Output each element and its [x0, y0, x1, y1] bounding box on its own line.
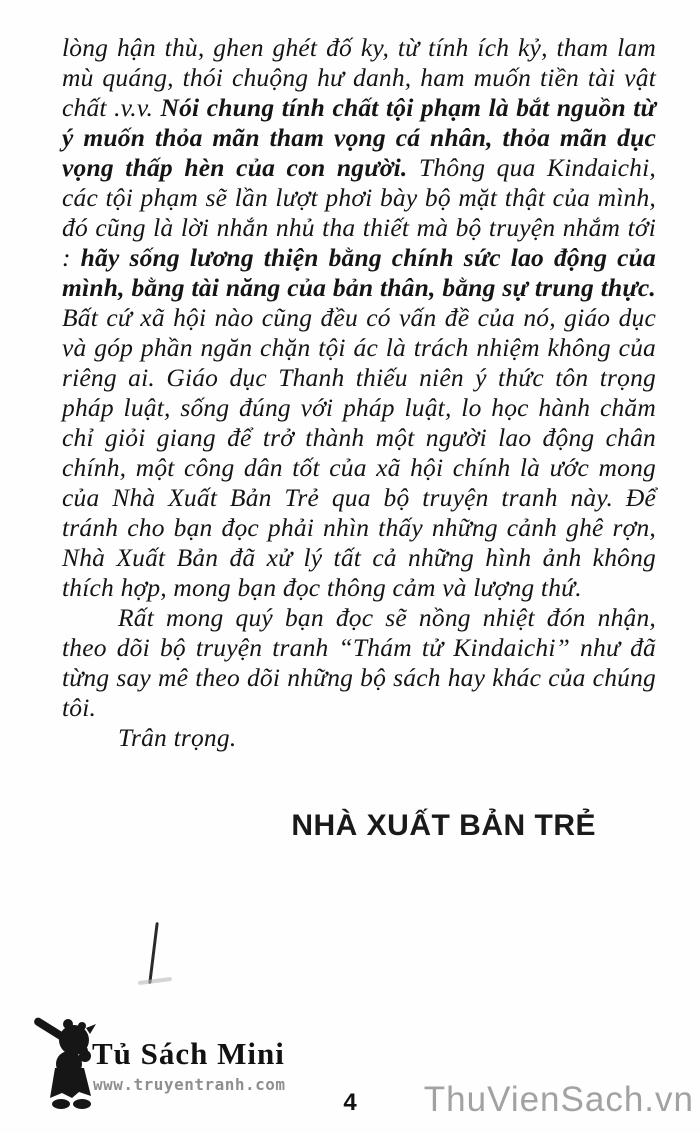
- paragraph-continuation: [62, 33, 656, 603]
- publisher-signature: NHÀ XUẤT BẢN TRẺ: [291, 809, 596, 842]
- text-run: Bất cứ xã hội nào cũng đều có vấn đề của nó, giáo dục và góp phần ngăn chặn tội ác là trách nhiệm không của riêng ai. Giáo dục Thanh thiếu niên ý thức tôn trọng pháp luật, sống đúng với pháp luật, lo học hành chăm chỉ giỏi giang để trở thành một người lao động chân chính, một công dân tốt của xã hội chính là ước mong của Nhà Xuất Bản Trẻ qua bộ truyện tranh này. Để tránh cho bạn đọc phải nhìn thấy những cảnh ghê rợn, Nhà Xuất Bản đã xử lý tất cả những hình ảnh không thích hợp, mong bạn đọc thông cảm và lượng thứ.: [62, 303, 656, 602]
- publisher-logo-title: Tủ Sách Mini: [92, 1036, 285, 1071]
- text-run: Thông qua Kindaichi, các tội phạm sẽ lần lượt phơi bày bộ mặt thật của mình, đó cũng là lời nhắn nhủ tha thiết mà bộ truyện nhắm tới :: [62, 153, 656, 272]
- publisher-logo-url: www.truyentranh.com: [93, 1075, 286, 1094]
- paragraph-regards: Trân trọng.: [118, 723, 237, 752]
- text-run: lòng hận thù, ghen ghét đố ky, từ tính ích kỷ, tham lam mù quáng, thói chuộng hư danh, ham muốn tiền tài vật chất .v.v.: [62, 33, 656, 122]
- text-run-bold: hãy sống lương thiện bằng chính sức lao động của mình, bằng tài năng của bản thân, bằng sự trung thực.: [62, 243, 656, 302]
- scan-artifact-smudge: [138, 977, 172, 985]
- foreword-text: [62, 33, 656, 843]
- paragraph-closing: Rất mong quý bạn đọc sẽ nồng nhiệt đón nhận, theo dõi bộ truyện tranh “Thám tử Kindaichi” như đã từng say mê theo dõi những bộ sách hay khác của chúng tôi.: [62, 603, 656, 722]
- watermark-text: ThuVienSach.vn: [423, 1080, 694, 1119]
- page-number: 4: [343, 1089, 357, 1116]
- text-run-bold: Nói chung tính chất tội phạm là bắt nguồn từ ý muốn thỏa mãn tham vọng cá nhân, thỏa mãn dục vọng thấp hèn của con người.: [62, 93, 656, 182]
- scan-artifact-mark: [148, 922, 159, 984]
